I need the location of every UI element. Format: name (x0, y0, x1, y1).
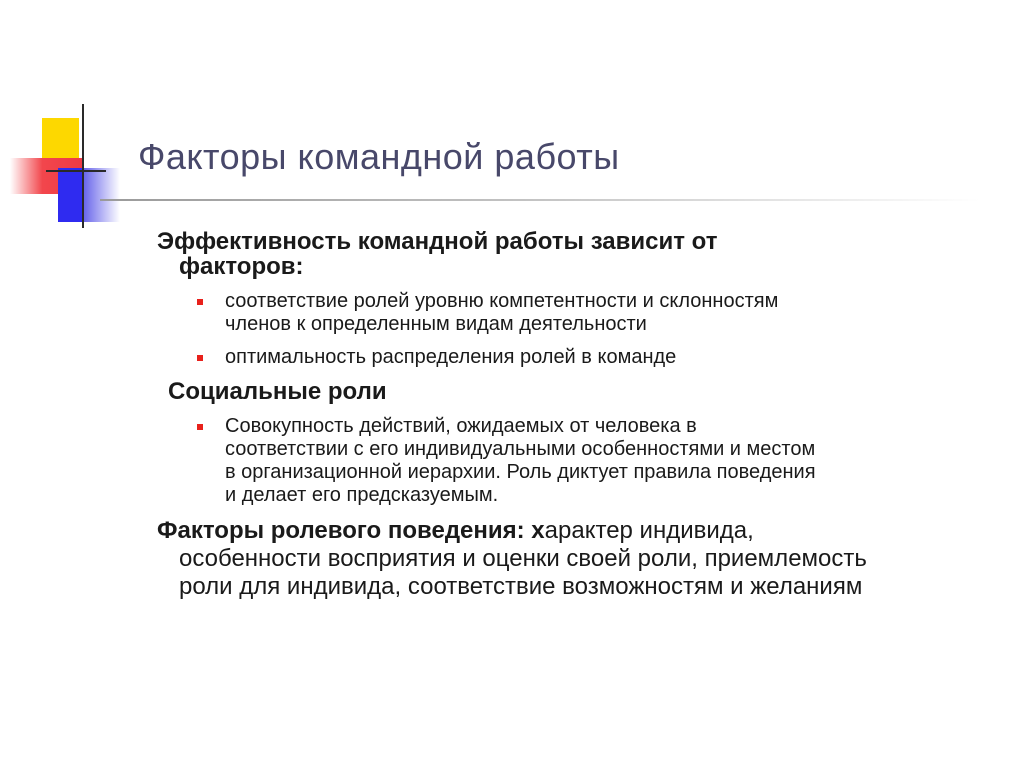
bullet-square-icon (197, 299, 203, 305)
paragraph-line1 (157, 517, 867, 545)
logo-vertical-line (82, 104, 84, 228)
bullet-square-icon (197, 424, 203, 430)
paragraph-line3: роли для индивида, соответствие возможностям и желаниям (179, 573, 863, 600)
list-item (225, 290, 778, 336)
heading-social-roles-text: Социальные роли (168, 378, 387, 405)
list-item-line: соответствии с его индивидуальными особенностями и местом (225, 438, 816, 460)
title-underline (100, 199, 980, 201)
list-item-line: членов к определенным видам деятельности (225, 313, 647, 335)
list-item-line: Совокупность действий, ожидаемых от человека в (225, 415, 697, 437)
list-item (225, 415, 816, 507)
heading-effectiveness-line2: факторов: (179, 253, 304, 280)
slide-title: Факторы командной работы (138, 136, 620, 177)
heading-social-roles (168, 379, 387, 404)
paragraph-bold-lead: Факторы ролевого поведения: х (157, 517, 545, 544)
list-item (225, 346, 676, 369)
list-item-line: оптимальность распределения ролей в команде (225, 346, 677, 368)
list-item-line: в организационной иерархии. Роль диктует правила поведения (225, 461, 816, 483)
list-item-line: соответствие ролей уровню компетентности и склонностям (225, 290, 779, 312)
logo-blue-block (58, 168, 82, 222)
bullet-square-icon (197, 355, 203, 361)
heading-effectiveness (157, 229, 718, 279)
heading-effectiveness-line1: Эффективность командной работы зависит от (157, 228, 718, 255)
paragraph-line2: особенности восприятия и оценки своей роли, приемлемость (179, 545, 867, 572)
list-item-line: и делает его предсказуемым. (225, 484, 499, 506)
paragraph-rest: арактер индивида, (544, 517, 754, 544)
paragraph-role-behavior-factors (157, 517, 867, 601)
logo-horizontal-line (46, 170, 106, 172)
logo-blue-fade (82, 168, 120, 222)
